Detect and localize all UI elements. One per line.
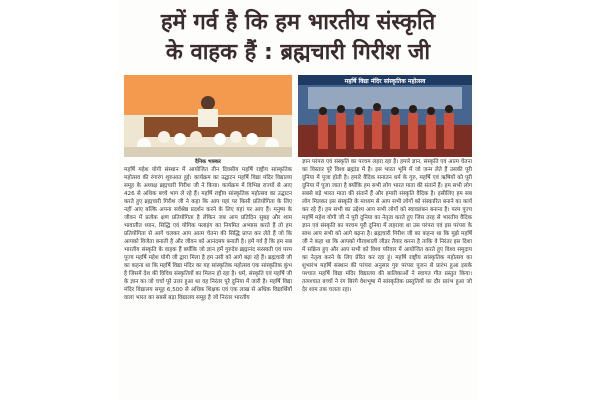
headline-line-2: के वाहक हैं : ब्रह्मचारी गिरीश जी [165, 40, 431, 65]
stage-photo [124, 75, 292, 157]
photo-caption: दैनिक भास्कर [195, 159, 221, 165]
article-headline [118, 8, 478, 68]
article-column-right: ज्ञान परंपरा एवं संस्कृति का परचम लहरा रहा है। हमारे ज्ञान, संस्कृति एवं आत्म चेतना का विस्तार पूरे विश्व ब्रह्मांड में है। इस भारत भूमि में जो जन्म लेते हैं उसकी पूरी दुनिया में पूजा होती है। हमारे वैदिक सनातन धर्म के गुरु, महर्षि एवं ऋषियों को पूरी दुनिया में पूजा जाता है क्योंकि हम सभी लोग भारत माता की संतानें हैं। हम सभी लोग सबसे बड़े भारत माता की संतानें हैं और हमारी संस्कृति वैदिक है। इसीलिए हम सब लोग मिलकर इस संस्कृति के माध्यम से आप सभी लोगों को संस्कारित बनाने का कार्य कर रहे हैं। हम सभी का उद्देश्य आप सभी लोगों को स्वावलंबन बनाना है। परम पूज्य महर्षि महेश योगी जी ने पूरी दुनिया का नेतृत्व करते हुए जिस तरह से भारतीय वैदिक ज्ञान एवं संस्कृति का परचम पूरी दुनिया में लहराया था उस परंपरा एवं इस परंपरा के साथ आप सभी को आगे बढ़ना है। ब्रह्मचारी गिरीश जी का कहना था कि मुझे महर्षि जी ने कहा था कि आपको गौरवशाली लीडर तैयार करना है ताकि वे निरंतर इस दिशा में सक्रिय हुए और आप सभी को विश्व परिवार में आयोजित करते हुए विश्व समुदाय का नेतृत्व करने के लिए प्रेरित कर रहा हूं। महर्षि राष्ट्रीय सांस्कृतिक महोत्सव का शुभारंभ महर्षि संस्थान की परंपरा अनुसार गुरु परंपरा पूजन से प्रारंभ हुआ इसके पश्चात महर्षि विद्या मंदिर विद्यालय की बालिकाओं ने स्वागत गीत प्रस्तुत किया। तत्पश्चात बच्चों ने रंग बिरंगे वेशभूषा में सांस्कृतिक प्रस्तुतियों का दौर प्रारंभ हुआ जो देर शाम तक चलता रहा। [302, 159, 472, 293]
headline-line-1: हमें गर्व है कि हम भारतीय संस्कृति [160, 10, 436, 35]
performance-photo [298, 75, 472, 157]
article-column-left: महर्षि महेश योगी संस्थान में आयोजित तीन दिवसीय महर्षि राष्ट्रीय सांस्कृतिक महोत्सव की रंगारंग शुरुआत हुई। कार्यक्रम का उद्घाटन महर्षि विद्या मंदिर विद्यालय समूह के अध्यक्ष ब्रह्मचारी गिरीश जी ने किया। कार्यक्रम में विभिन्न राज्यों से आए 426 से अधिक बच्चे भाग ले रहे हैं। महर्षि राष्ट्रीय सांस्कृतिक महोत्सव का उद्घाटन करते हुए ब्रह्मचारी गिरीश जी ने कहा कि आप यहां पर किसी प्रतियोगिता के लिए नहीं आए बल्कि अपना सर्वश्रेष्ठ प्रदर्शन करने के लिए यहां पर आए हैं। मनुष्य के जीवन में प्रत्येक क्षण प्रतियोगिता है लेकिन जब आप प्रतिदिन सुबह और शाम भावातीत ध्यान, सिद्धि एवं योगिक फ्लाइंग का नियमित अभ्यास करते हैं तो हम प्रतियोगिता से आगे चलकर आप आत्म चेतना की सिद्धि प्राप्त कर लेते हैं जो कि आपको विजेता बनाती है और जीवन को आनंदमय बनाती है। हमें गर्व है कि हम सब भारतीय संस्कृति के वाहक हैं क्योंकि जो ज्ञान हमें गुरुदेव ब्रह्मानंद सरस्वती एवं परम पूज्य महर्षि महेश योगी जी द्वारा मिला है हम उसी को आगे बढ़ा रहे हैं। ब्रह्मचारी जी का कहना था कि महर्षि विद्या मंदिर का यह सांस्कृतिक महोत्सव एक सांस्कृतिक कुंभ है जिसमें देश की विविध संस्कृतियों का मिलन हो रहा है। धर्म, संस्कृति एवं महर्षि जी के ज्ञान का जो चर्चा पूरे उत्तर हुआ था वह निरंतर पूरे दुनिया में जारी है। महर्षि विद्या मंदिर विद्यालय समूह 6,500 से अधिक शिक्षक एवं एक लाख से अधिक विद्यार्थियों वाला भारत का सबसे बड़ा विद्यालय समूह है जो निरंतर भारतीय [124, 167, 292, 301]
performance-photo-illustration [298, 75, 472, 157]
stage-photo-illustration [124, 75, 292, 157]
banner-text: महर्षि विद्या मंदिर सांस्कृतिक महोत्सव [344, 78, 426, 85]
newspaper-clipping [118, 0, 478, 400]
